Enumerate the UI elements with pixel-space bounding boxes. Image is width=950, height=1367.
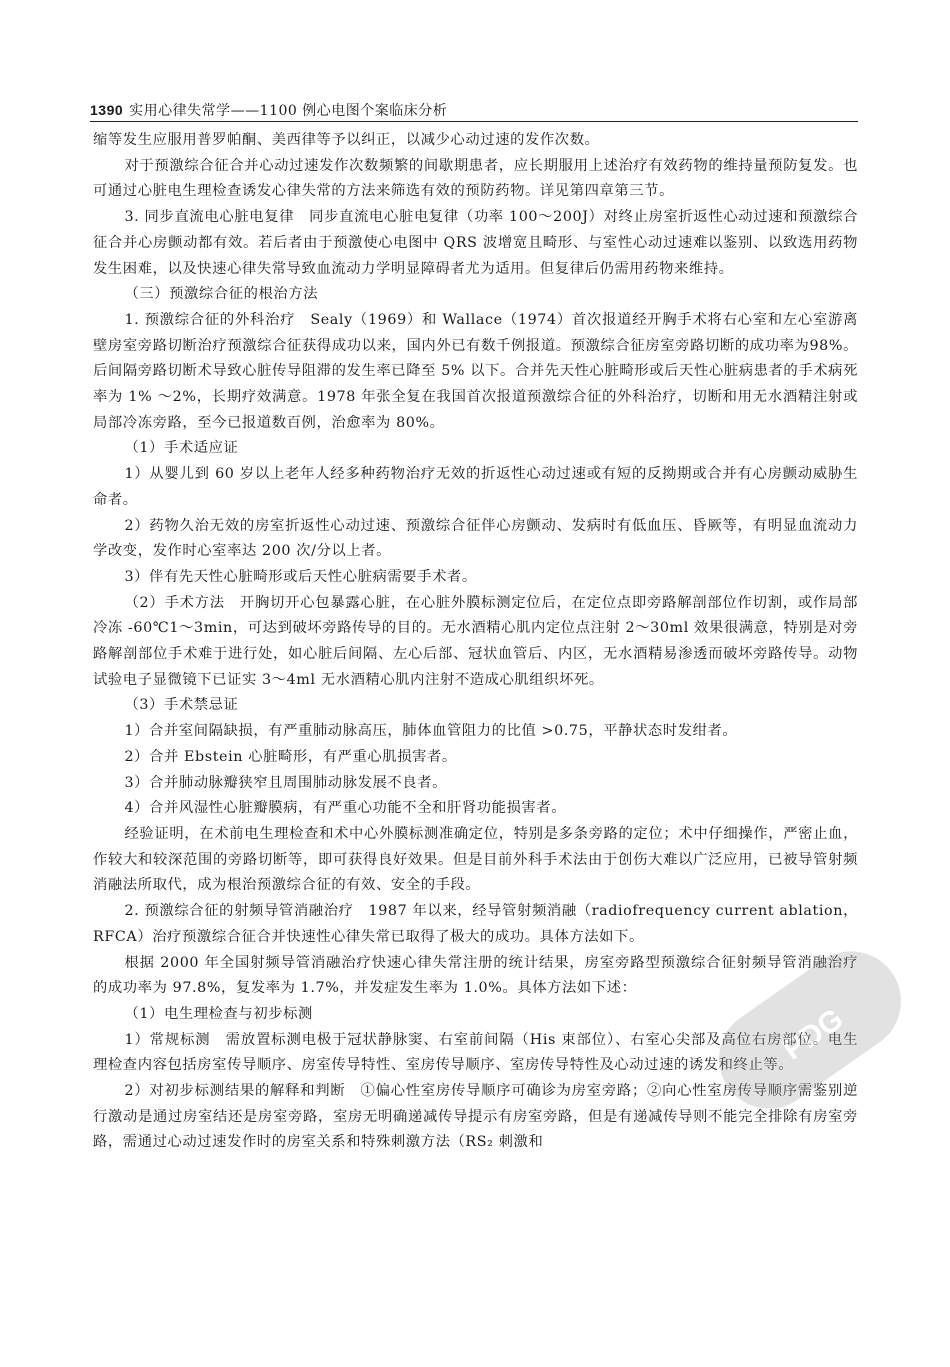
paragraph: 对于预激综合征合并心动过速发作次数频繁的间歇期患者，应长期服用上述治疗有效药物的维持量预防复发。也可通过心脏电生理检查诱发心律失常的方法来筛选有效的预防药物。详见第四章第三节。: [93, 157, 858, 200]
paragraph-cardioversion: 3. 同步直流电心脏电复律 同步直流电心脏电复律（功率 100～200J）对终止房室折返性心动过速和预激综合征合并心房颤动都有效。若后者由于预激使心电图中 QRS 波增宽且畸形、与室性心动过速难以鉴别、以致选用药物发生困难，以及快速心律失常导致血流动力学明显障碍者尤为适用。但复律后仍需用药物来维持。: [93, 209, 858, 277]
paragraph-statistics: 根据 2000 年全国射频导管消融治疗快速心律失常注册的统计结果，房室旁路型预激综合征射频导管消融治疗的成功率为 97.8%，复发率为 1.7%，并发症发生率为 1.0%。具体方法如下述：: [93, 954, 858, 997]
body-text: [93, 128, 858, 1156]
paragraph-surgical-treatment: 1. 预激综合征的外科治疗 Sealy（1969）和 Wallace（1974）首次报道经开胸手术将右心室和左心室游离壁房室旁路切断治疗预激综合征获得成功以来，国内外已有数千例报道。预激综合征房室旁路切断的成功率为98%。后间隔旁路切断术导致心脏传导阻滞的发生率已降至 5% 以下。合并先天性心脏畸形或后天性心脏病患者的手术病死率为 1% ～2%，长期疗效满意。1978 年张全复在我国首次报道预激综合征的外科治疗，切断和用无水酒精注射或局部冷冻旁路，至今已报道数百例，治愈率为 80%。: [93, 311, 858, 431]
list-item: 3）合并肺动脉瓣狭窄且周围肺动脉发展不良者。: [124, 774, 447, 791]
list-item: 2）合并 Ebstein 心脏畸形，有严重心肌损害者。: [124, 748, 457, 765]
list-item: 4）合并风湿性心脏瓣膜病，有严重心功能不全和肝肾功能损害者。: [124, 800, 567, 817]
watermark-text: PDG: [777, 1002, 850, 1067]
list-item: 1）从婴儿到 60 岁以上老年人经多种药物治疗无效的折返性心动过速或有短的反拗期或合并有心房颤动威胁生命者。: [93, 466, 858, 508]
page-number: 1390: [90, 102, 124, 118]
list-item: 2）药物久治无效的房室折返性心动过速、预激综合征伴心房颤动、发病时有低血压、昏厥等，有明显血流动力学改变，发作时心室率达 200 次/分以上者。: [93, 517, 858, 560]
paragraph-surgical-method: （2）手术方法 开胸切开心包暴露心脏，在心脏外膜标测定位后，在定位点即旁路解剖部位作切割，或作局部冷冻 -60℃1～3min，可达到破坏旁路传导的目的。无水酒精心肌内定位点注射 2～30ml 效果很满意，特别是对旁路解剖部位手术难于进行处，如心脏后间隔、左心后部、冠状血管后、内区，无水酒精易渗透而破坏旁路传导。动物试验电子显微镜下已证实 3～4ml 无水酒精心肌内注射不造成心肌组织坏死。: [93, 594, 858, 688]
running-header: [90, 101, 855, 119]
section-heading-radical-treatment: （三）预激综合征的根治方法: [124, 286, 319, 303]
header-rule: [90, 121, 858, 122]
paragraph-continuation: 缩等发生应服用普罗帕酮、美西律等予以纠正，以减少心动过速的发作次数。: [93, 132, 600, 148]
list-item: 1）常规标测 需放置标测电极于冠状静脉窦、右室前间隔（His 束部位）、右室心尖部及高位右房部位。电生理检查内容包括房室传导顺序、房室传导特性、室房传导顺序、室房传导特性及心动过速的诱发和终止等。: [93, 1031, 858, 1074]
paragraph-rfca: 2. 预激综合征的射频导管消融治疗 1987 年以来，经导管射频消融（radiofrequency current ablation，RFCA）治疗预激综合征合并快速性心律失常已取得了极大的成功。具体方法如下。: [93, 903, 858, 945]
list-item: 3）伴有先天性心脏畸形或后天性心脏病需要手术者。: [124, 568, 477, 585]
subheading-contraindications: （3）手术禁忌证: [124, 697, 239, 714]
list-item: 1）合并室间隔缺损，有严重肺动脉高压，肺体血管阻力的比值 >0.75，平静状态时发绀者。: [124, 723, 738, 740]
list-item: 2）对初步标测结果的解释和判断 ①偏心性室房传导顺序可确诊为房室旁路；②向心性室房传导顺序需鉴别逆行激动是通过房室结还是房室旁路，室房无明确递减传导提示有房室旁路，但是有递减传导则不能完全排除有房室旁路，需通过心动过速发作时的房室关系和特殊刺激方法（RS₂ 刺激和: [93, 1083, 858, 1151]
subheading-indications: （1）手术适应证: [124, 440, 239, 457]
book-title: 实用心律失常学——1100 例心电图个案临床分析: [129, 103, 448, 119]
subheading-electrophysiology: （1）电生理检查与初步标测: [124, 1005, 313, 1022]
paragraph: 经验证明，在术前电生理检查和术中心外膜标测准确定位，特别是多条旁路的定位；术中仔细操作，严密止血，作较大和较深范围的旁路切断等，即可获得良好效果。但是目前外科手术法由于创伤大难以广泛应用，已被导管射频消融法所取代，成为根治预激综合征的有效、安全的手段。: [93, 825, 858, 894]
